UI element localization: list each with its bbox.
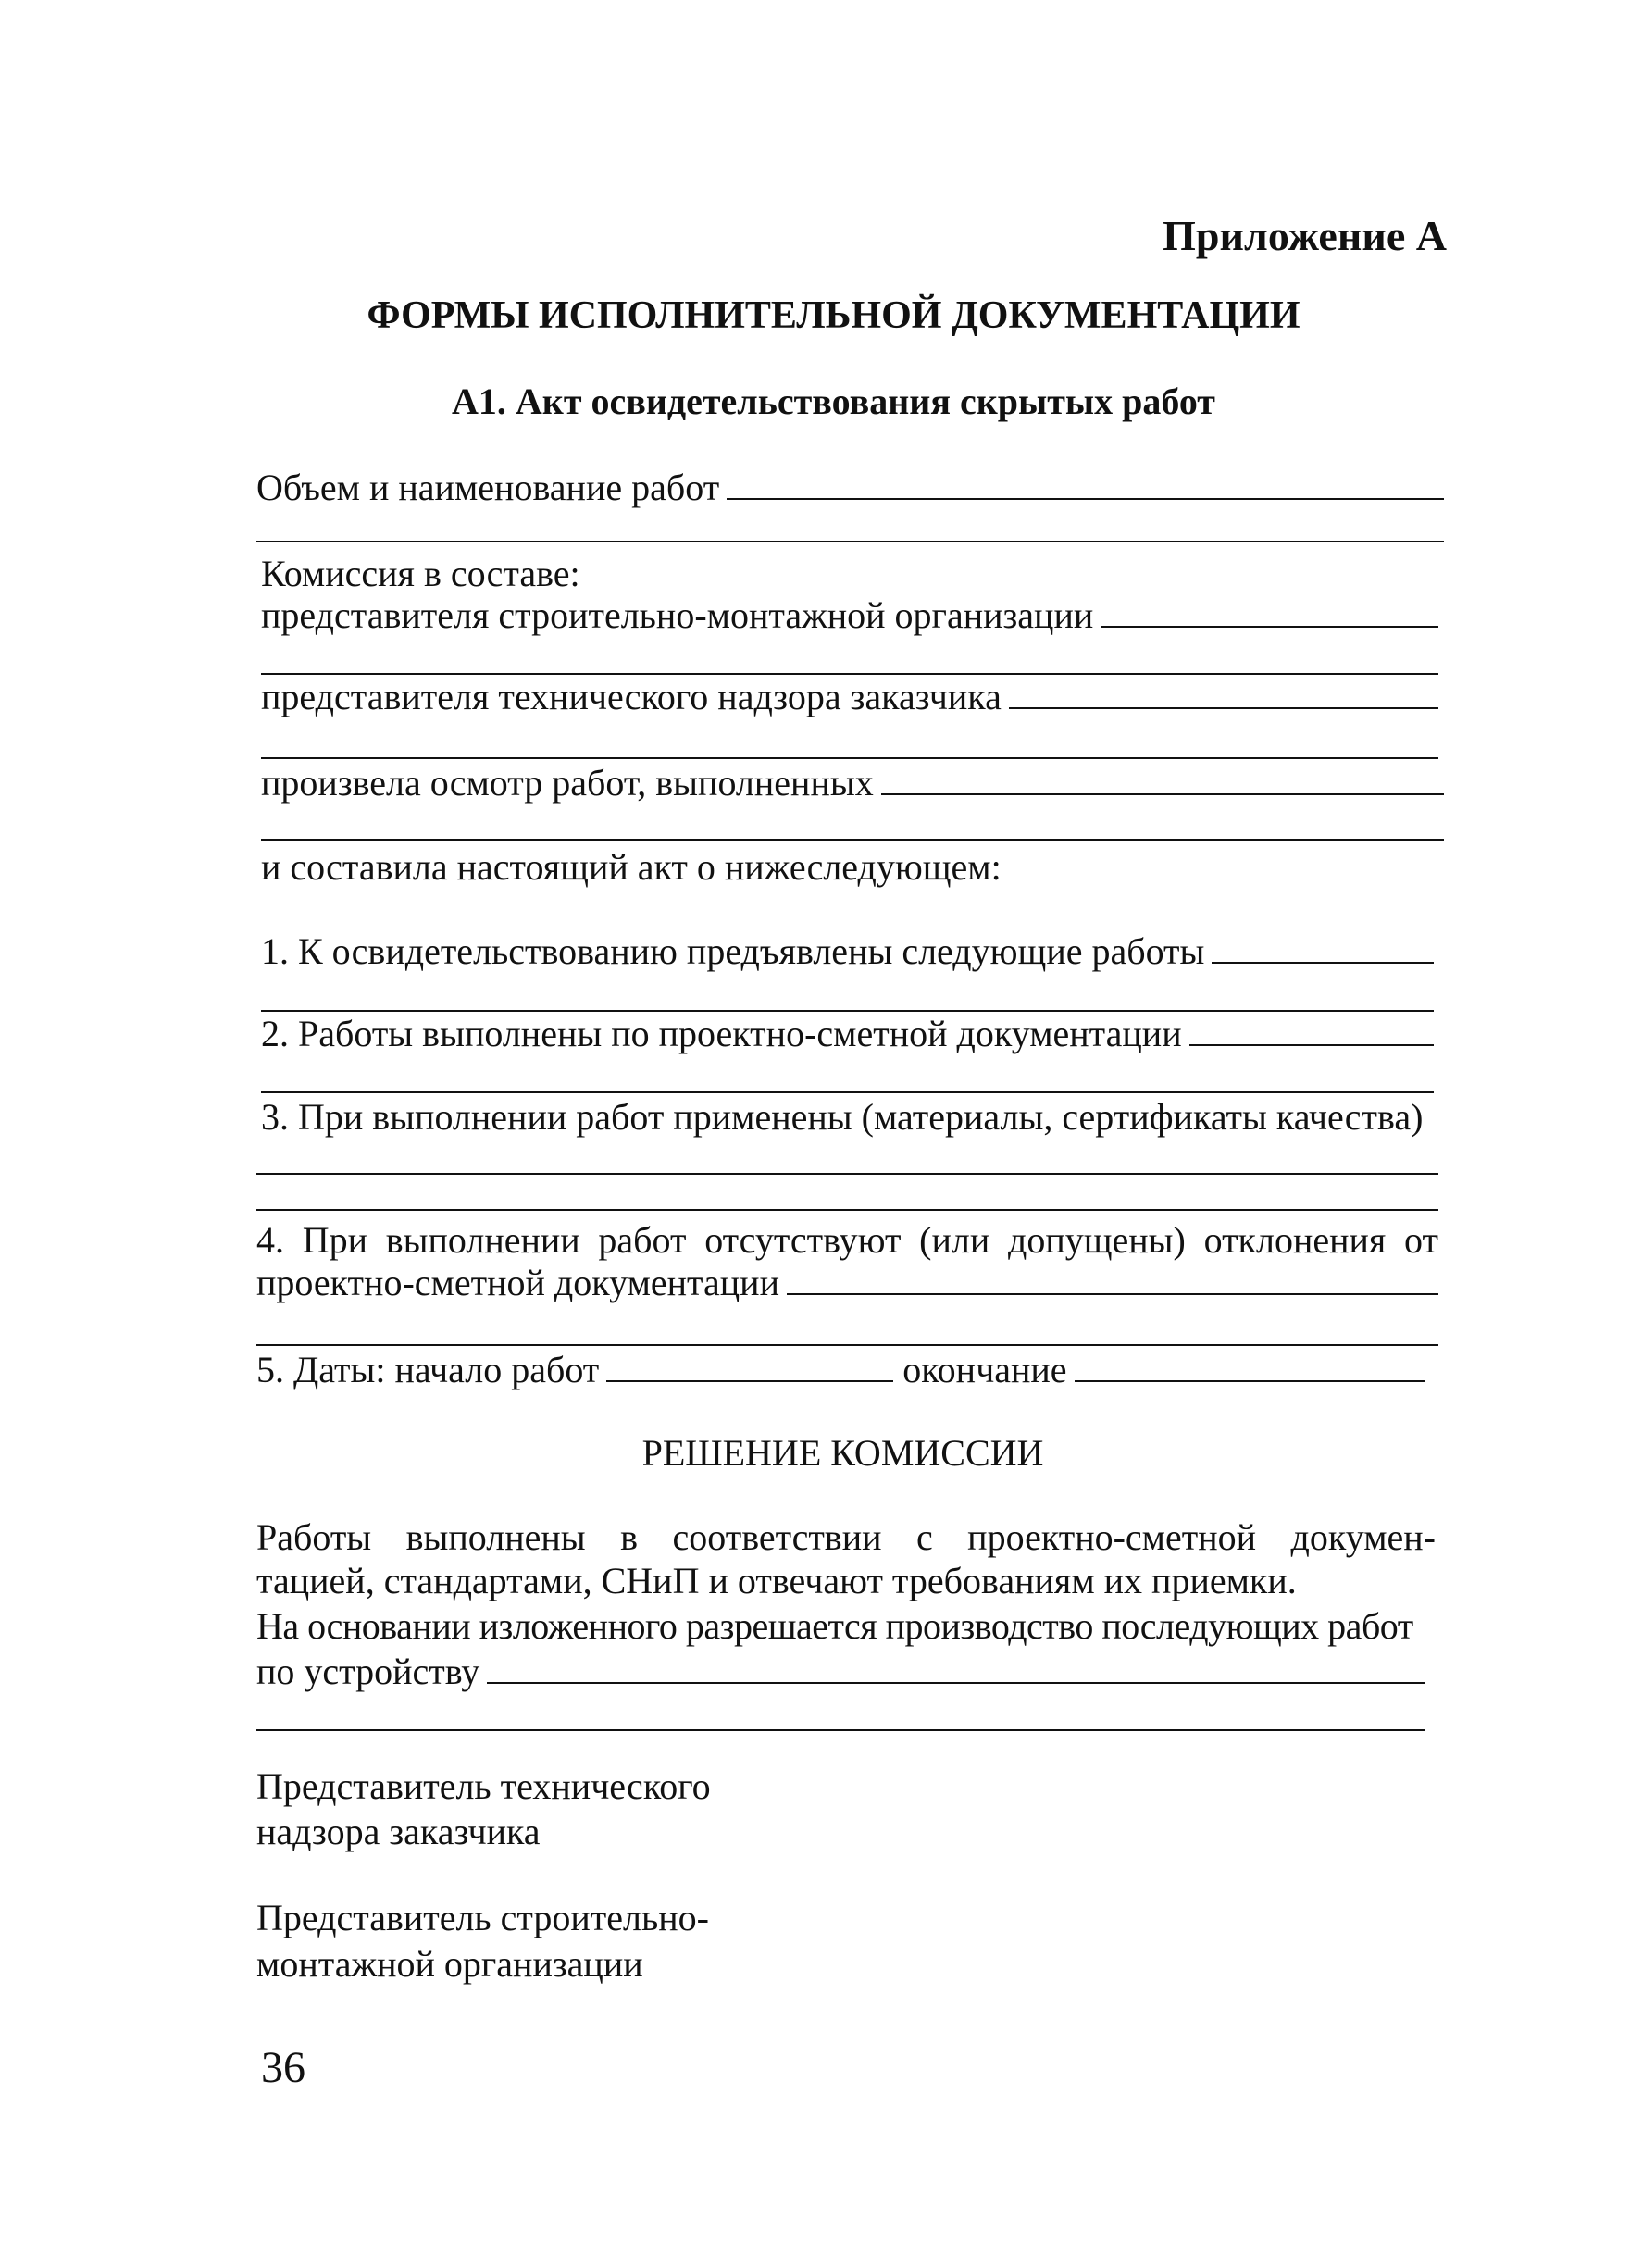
item5-start-label: 5. Даты: начало работ [256, 1349, 600, 1390]
form-subtitle: А1. Акт освидетельствования скрытых работ [452, 380, 1215, 422]
contractor-rep-label: представителя строительно-монтажной организации [261, 594, 1094, 636]
item1-field[interactable] [1212, 934, 1434, 964]
customer-rep-label: представителя технического надзора заказчика [261, 676, 1002, 717]
customer-signature-line2: надзора заказчика [256, 1811, 541, 1852]
customer-rep-field-line2[interactable] [261, 757, 1438, 759]
inspection-label: произвела осмотр работ, выполненных [261, 762, 874, 804]
start-date-field[interactable] [606, 1352, 893, 1382]
decision-line4-label: по устройству [256, 1651, 480, 1692]
inspection-field[interactable] [881, 766, 1444, 795]
page-number: 36 [261, 2043, 305, 2092]
contractor-rep-field[interactable] [1101, 598, 1438, 628]
contractor-rep-row [261, 593, 1438, 638]
item3-field-line1[interactable] [256, 1173, 1438, 1175]
item2-field-line2[interactable] [261, 1091, 1434, 1093]
act-label: и составила настоящий акт о нижеследующем: [261, 846, 1002, 888]
decision-field[interactable] [487, 1654, 1425, 1684]
item3-label: 3. При выполнении работ применены (материалы, сертификаты качества) [261, 1096, 1424, 1138]
item4-row [256, 1261, 1438, 1305]
item4-label-line2: проектно-сметной документации [256, 1262, 779, 1303]
works-volume-label: Объем и наименование работ [256, 467, 720, 508]
decision-line3: На основании изложенного разрешается производство последующих работ [256, 1605, 1413, 1647]
contractor-signature-line2: монтажной организации [256, 1943, 643, 1985]
commission-label: Комиссия в составе: [261, 553, 580, 594]
customer-rep-row [261, 675, 1438, 719]
item1-label: 1. К освидетельствованию предъявлены следующие работы [261, 930, 1205, 972]
decision-line4-row [256, 1650, 1425, 1694]
page-title: ФОРМЫ ИСПОЛНИТЕЛЬНОЙ ДОКУМЕНТАЦИИ [367, 294, 1300, 337]
item4-field[interactable] [787, 1265, 1438, 1295]
works-volume-field[interactable] [727, 470, 1444, 500]
item3-field-line2[interactable] [256, 1209, 1438, 1211]
item2-field[interactable] [1189, 1016, 1434, 1046]
decision-field-line2[interactable] [256, 1729, 1425, 1731]
customer-rep-field[interactable] [1009, 679, 1438, 709]
customer-signature-line1: Представитель технического [256, 1765, 711, 1807]
appendix-label: Приложение А [1163, 212, 1447, 259]
works-volume-field-line2[interactable] [256, 541, 1444, 542]
item1-row [261, 929, 1434, 974]
item4-label-line1: 4. При выполнении работ отсутствуют (или допущены) отклонения от [256, 1219, 1438, 1261]
decision-line2: тацией, стандартами, СНиП и отвечают требованиям их приемки. [256, 1560, 1297, 1601]
decision-line1: Работы выполнены в соответствии с проектно-сметной докумен- [256, 1516, 1436, 1558]
item2-row [261, 1012, 1434, 1056]
end-date-field[interactable] [1075, 1352, 1425, 1382]
inspection-row [261, 761, 1444, 805]
item2-label: 2. Работы выполнены по проектно-сметной документации [261, 1013, 1182, 1054]
decision-heading: РЕШЕНИЕ КОМИССИИ [641, 1432, 1044, 1474]
item4-field-line2[interactable] [256, 1344, 1438, 1346]
item5-row [256, 1348, 1425, 1392]
works-volume-row [256, 466, 1444, 510]
contractor-signature-line1: Представитель строительно- [256, 1897, 709, 1938]
inspection-field-line2[interactable] [261, 839, 1444, 841]
item5-end-label: окончание [902, 1349, 1067, 1390]
